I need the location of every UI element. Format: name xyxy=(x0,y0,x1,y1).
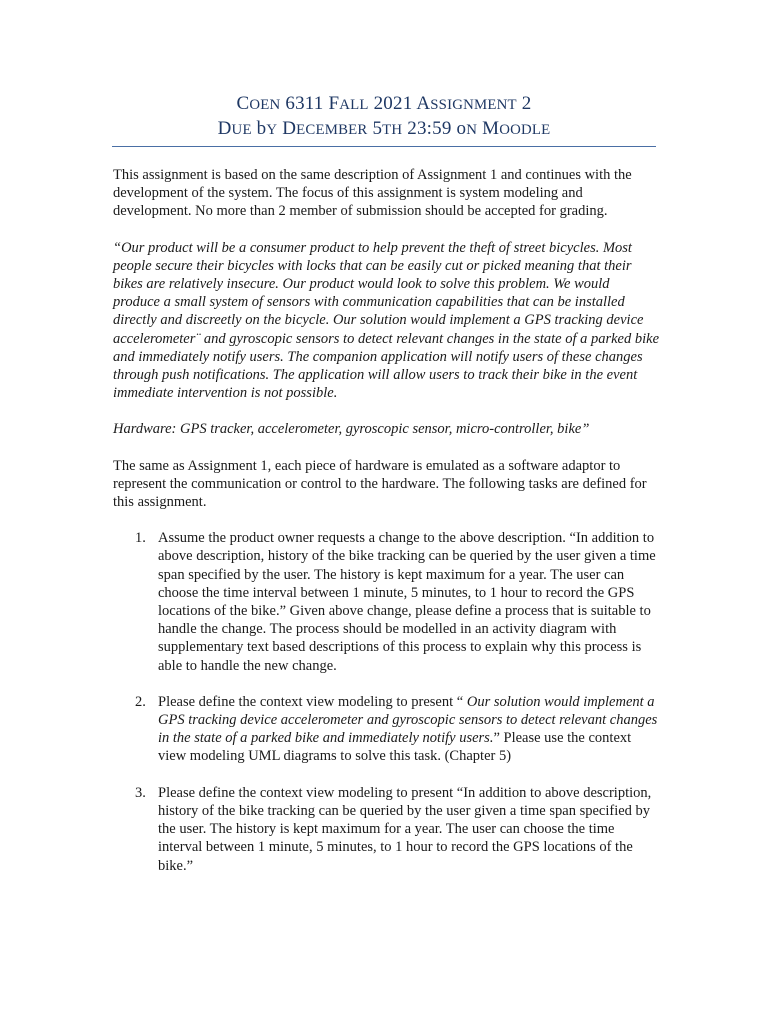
task-item-1 xyxy=(113,529,659,675)
title-line-due-date xyxy=(112,117,656,142)
task-number: 1. xyxy=(135,530,146,547)
title-word: FALL xyxy=(328,93,369,114)
title-word: ASSIGNMENT xyxy=(416,93,517,114)
title-word: 23:59 xyxy=(407,118,452,139)
hardware-list: Hardware: GPS tracker, accelerometer, gyroscopic sensor, micro-controller, bike” xyxy=(113,421,590,438)
task-item-2 xyxy=(113,693,659,766)
title-divider xyxy=(112,146,656,147)
task-text-after: ” Please use the context view modeling UML diagrams to solve this task. (Chapter 5) xyxy=(158,730,632,765)
title-word: DUE xyxy=(217,118,252,139)
document-body xyxy=(113,166,659,893)
tasks-intro-paragraph: The same as Assignment 1, each piece of hardware is emulated as a software adaptor to represent the communication or control to the hardware. The following tasks are defined for this assignment. xyxy=(113,457,647,511)
task-text: Please define the context view modeling to present “In addition to above description, history of the bike tracking can be queried by the user given a time span specified by the user. The history is kept maximum for a year. The user can choose the time interval between 1 minute, 5 minutes, to 1 hour to record the GPS locations of the bike.” xyxy=(158,784,652,874)
title-word: 2 xyxy=(521,93,532,114)
title-line-course xyxy=(112,92,656,117)
title-word: COEN xyxy=(236,93,281,114)
task-text: Assume the product owner requests a change to the above description. “In addition to above description, history of the bike tracking can be queried by the user given a time span specified by the user. The history is kept maximum for a year. The user can choose the time interval between 1 minute, 5 minutes, to 1 hour to record the GPS locations of the bike.” Given above change, please define a process that is suitable to handle the change. The process should be modelled in an activity diagram with supplementary text based descriptions of this process to explain why this process is able to handle the new change. xyxy=(158,530,656,674)
title-word: DECEMBER xyxy=(282,118,368,139)
title-word: 5TH xyxy=(372,118,403,139)
title-word: oN xyxy=(456,118,478,139)
task-number: 3. xyxy=(135,784,146,801)
task-number: 2. xyxy=(135,693,146,710)
title-word: 6311 xyxy=(285,93,324,114)
document-title xyxy=(112,92,656,142)
task-text-quoted: Our solution would implement a GPS tracking device accelerometer and gyroscopic sensors to detect relevant changes in the state of a parked bike and immediately notify users. xyxy=(158,693,658,747)
task-text-before: Please define the context view modeling to present “ xyxy=(158,693,467,710)
task-item-3 xyxy=(113,784,659,875)
task-list xyxy=(113,529,659,874)
title-word: bY xyxy=(256,118,278,139)
intro-paragraph: This assignment is based on the same description of Assignment 1 and continues with the development of the system. The focus of this assignment is system modeling and development. No more than 2 member of submission should be accepted for grading. xyxy=(113,167,632,220)
title-word: MOODLE xyxy=(482,118,551,139)
product-description-quote: “Our product will be a consumer product to help prevent the theft of street bicycles. Most people secure their bicycles with locks that can be easily cut or picked meaning that their bikes are relatively insecure. Our product would look to solve this problem. We would produce a small system of sensors with communication capabilities that can be installed directly and discreetly on the bicycle. Our solution would implement a GPS tracking device accelerometer¨ and gyroscopic sensors to detect relevant changes in the state of a parked bike and immediately notify users. The companion application will notify users of these changes through push notifications. The application will allow users to track their bike in the event immediate intervention is not possible. xyxy=(113,239,660,402)
title-word: 2021 xyxy=(373,93,413,114)
